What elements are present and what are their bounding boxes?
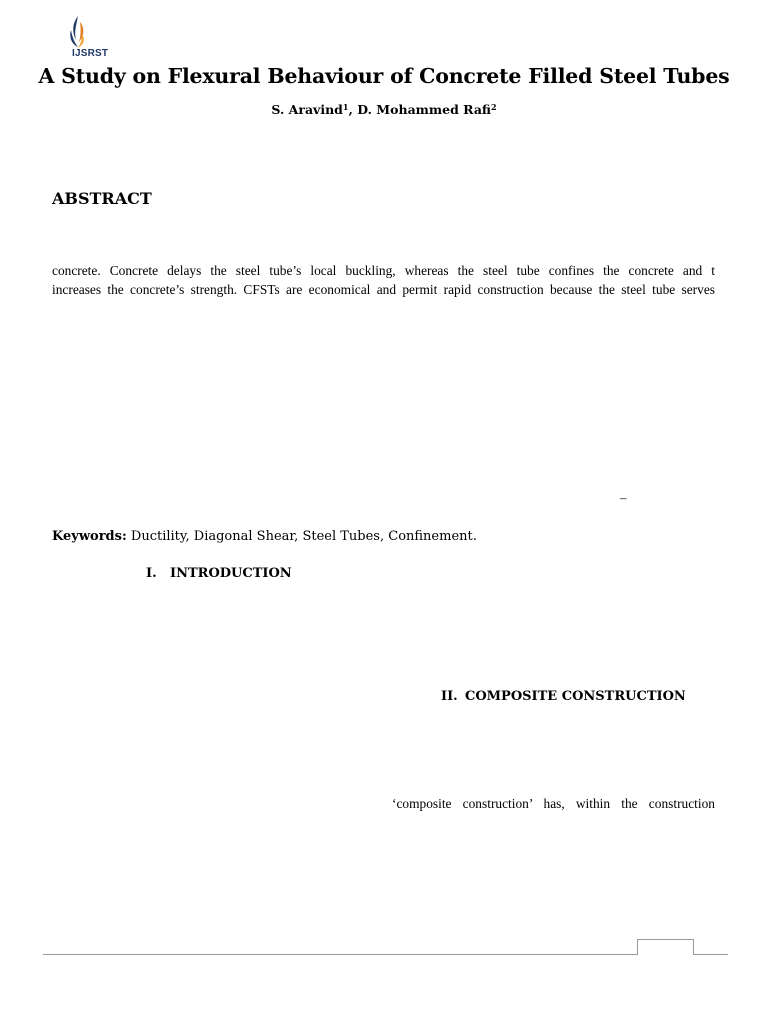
section-title: COMPOSITE CONSTRUCTION	[465, 689, 686, 704]
section-heading-composite-construction	[441, 689, 686, 704]
section-number: II.	[441, 689, 458, 704]
author-1-affiliation: 1	[342, 102, 349, 112]
abstract-text-line-1: concrete. Concrete delays the steel tube’s local buckling, whereas the steel tube confines the concrete and t	[52, 263, 715, 278]
page-number-tab	[637, 939, 694, 955]
paper-title: A Study on Flexural Behaviour of Concrete Filled Steel Tubes	[38, 64, 730, 88]
composite-text-line: ‘composite construction’ has, within the construction	[392, 796, 715, 811]
keywords-line	[52, 529, 477, 544]
footer-rule	[43, 954, 728, 955]
section-heading-introduction	[146, 566, 292, 581]
author-1: S. Aravind	[271, 102, 343, 117]
stray-dash: –	[620, 490, 627, 505]
authors-line	[0, 102, 768, 117]
flame-icon	[66, 14, 90, 50]
author-separator: ,	[348, 102, 358, 117]
keywords-label: Keywords:	[52, 529, 127, 544]
abstract-heading: ABSTRACT	[52, 189, 152, 208]
author-2-affiliation: 2	[491, 102, 497, 112]
journal-logo	[62, 14, 118, 64]
author-2: D. Mohammed Rafi	[357, 102, 492, 117]
section-title: INTRODUCTION	[170, 566, 292, 581]
section-number: I.	[146, 566, 157, 581]
abstract-text-line-2: increases the concrete’s strength. CFSTs are economical and permit rapid construction because the steel tube serves	[52, 282, 715, 297]
logo-text: IJSRST	[72, 48, 109, 59]
keywords-text: Ductility, Diagonal Shear, Steel Tubes, Confinement.	[126, 529, 477, 544]
